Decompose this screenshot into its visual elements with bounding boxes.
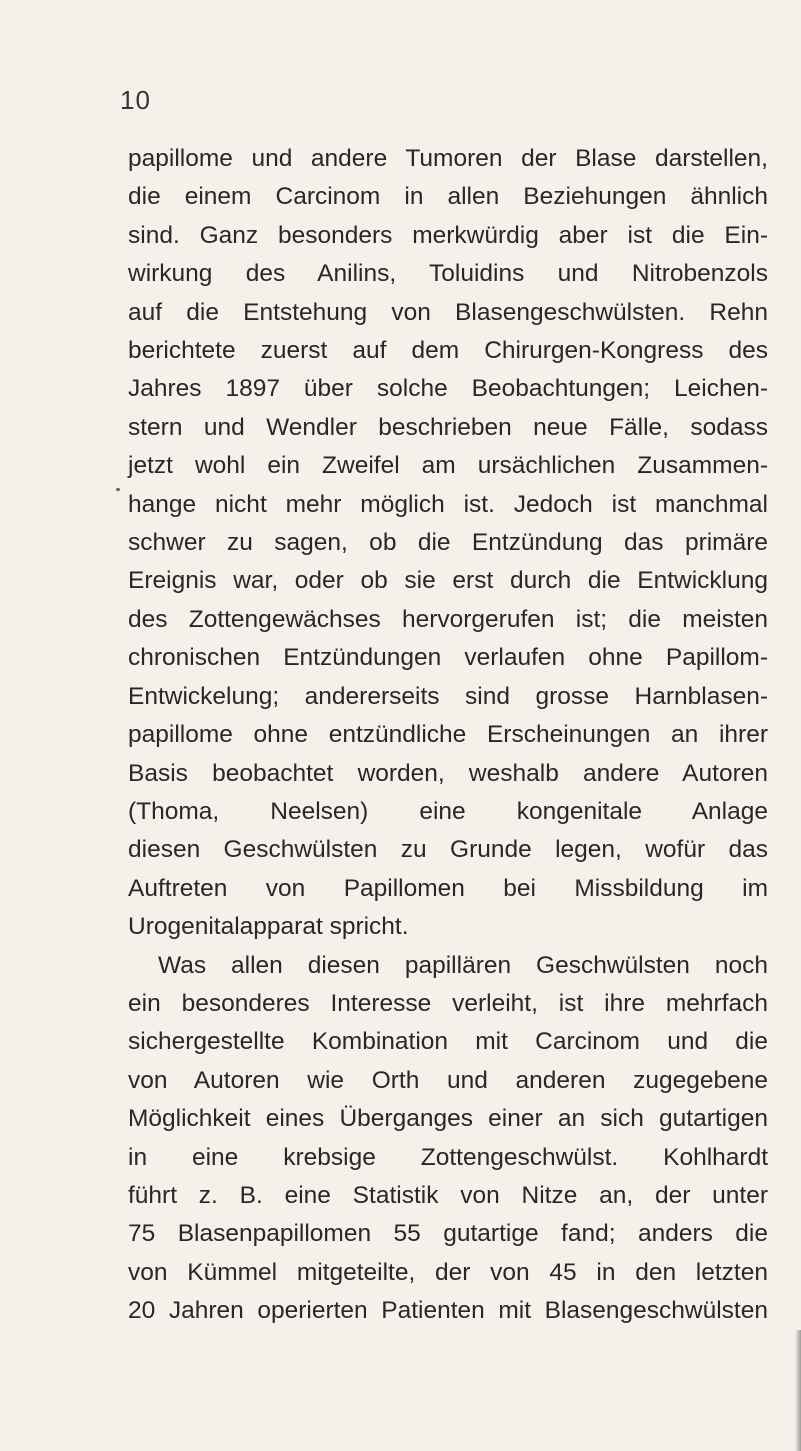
text-line: Jahres 1897 über solche Beobachtungen; Leichen- [128, 375, 768, 403]
text-line: ein besonderes Interesse verleiht, ist ihre mehrfach [128, 989, 768, 1017]
text-line: Was allen diesen papillären Geschwülsten noch [158, 951, 768, 979]
text-line: papillome ohne entzündliche Erscheinungen an ihrer [128, 721, 768, 749]
text-line: Basis beobachtet worden, weshalb andere Autoren [128, 759, 768, 787]
text-line: sichergestellte Kombination mit Carcinom und die [128, 1028, 768, 1056]
margin-mark [116, 488, 120, 491]
text-line: auf die Entstehung von Blasengeschwülsten. Rehn [128, 298, 768, 326]
text-line: 20 Jahren operierten Patienten mit Blasengeschwülsten [128, 1297, 768, 1325]
text-line: berichtete zuerst auf dem Chirurgen-Kongress des [128, 337, 768, 365]
text-line: papillome und andere Tumoren der Blase darstellen, [128, 145, 768, 172]
text-line: hange nicht mehr möglich ist. Jedoch ist manchmal [128, 490, 768, 518]
text-line: Auftreten von Papillomen bei Missbildung im [128, 874, 768, 902]
text-line: jetzt wohl ein Zweifel am ursächlichen Zusammen- [128, 452, 768, 480]
text-line: schwer zu sagen, ob die Entzündung das primäre [128, 529, 768, 557]
text-line: sind. Ganz besonders merkwürdig aber ist die Ein- [128, 221, 768, 249]
body-text [128, 140, 768, 1331]
text-line: diesen Geschwülsten zu Grunde legen, wofür das [128, 836, 768, 864]
text-line: wirkung des Anilins, Toluidins und Nitrobenzols [128, 260, 768, 288]
text-line: 75 Blasenpapillomen 55 gutartige fand; anders die [128, 1220, 768, 1248]
text-line: stern und Wendler beschrieben neue Fälle, sodass [128, 413, 768, 441]
text-line: von Kümmel mitgeteilte, der von 45 in den letzten [128, 1258, 768, 1286]
page-edge-shadow [795, 1330, 801, 1451]
text-line: Urogenitalapparat spricht. [128, 913, 409, 941]
text-line: (Thoma, Neelsen) eine kongenitale Anlage [128, 797, 768, 825]
text-line: die einem Carcinom in allen Beziehungen ähnlich [128, 183, 768, 211]
text-line: des Zottengewächses hervorgerufen ist; die meisten [128, 605, 768, 633]
text-line: Entwickelung; andererseits sind grosse Harnblasen- [128, 682, 768, 710]
text-line: von Autoren wie Orth und anderen zugegebene [128, 1066, 768, 1094]
text-line: in eine krebsige Zottengeschwülst. Kohlhardt [128, 1143, 768, 1171]
text-line: führt z. B. eine Statistik von Nitze an, der unter [128, 1181, 768, 1209]
page-number: 10 [120, 85, 151, 115]
text-line: Möglichkeit eines Überganges einer an sich gutartigen [128, 1105, 768, 1133]
text-line: Ereignis war, oder ob sie erst durch die Entwicklung [128, 567, 768, 595]
text-line: chronischen Entzündungen verlaufen ohne Papillom- [128, 644, 768, 672]
